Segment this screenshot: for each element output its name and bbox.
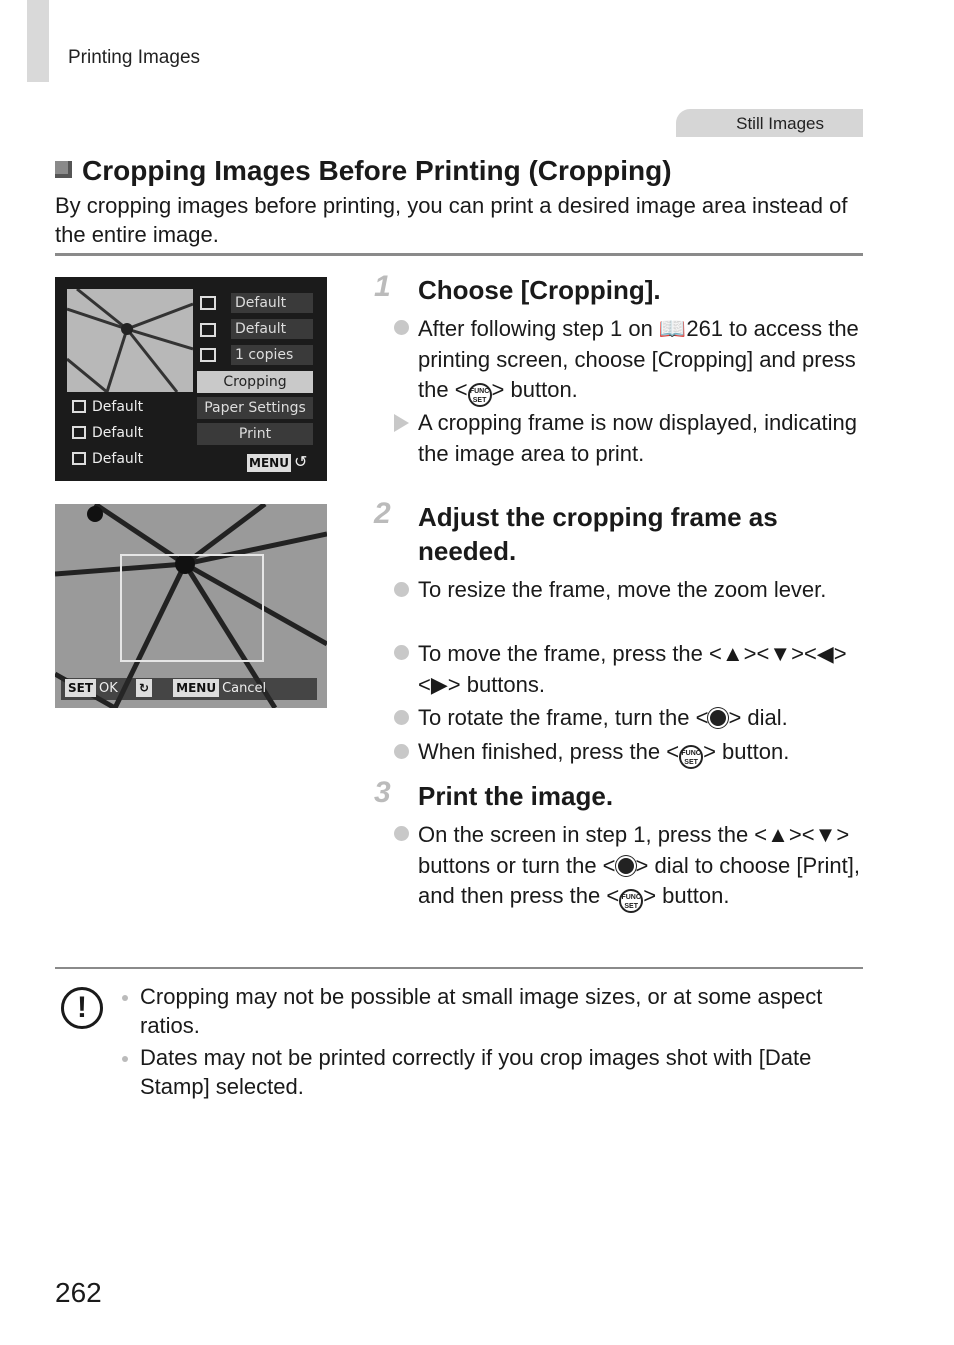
square-bullet-icon xyxy=(55,161,72,178)
step-bullet: On the screen in step 1, press the <▲><▼> buttons or turn the < > dial to choose [Print], and then press the < FUNC SET > button. xyxy=(418,820,863,913)
step-title: Adjust the cropping frame as needed. xyxy=(418,502,778,566)
playground-image xyxy=(67,289,193,392)
cropping-control-bar: SET OK ↻ MENU Cancel xyxy=(61,678,317,700)
bullet-icon xyxy=(394,826,409,841)
func-set-icon: FUNC SET xyxy=(468,383,492,407)
page-title: Cropping Images Before Printing (Cropping) xyxy=(82,155,672,186)
step-bullet: To resize the frame, move the zoom lever. xyxy=(418,577,827,602)
step-number: 2 xyxy=(374,497,391,530)
step-number: 1 xyxy=(374,270,391,303)
side-tab-marker xyxy=(27,0,49,82)
layout-setting: Default xyxy=(72,451,143,467)
func-set-icon: FUNC SET xyxy=(619,889,643,913)
result-arrow-icon xyxy=(394,414,409,432)
bullet-icon xyxy=(394,710,409,725)
caution-icon: ! xyxy=(61,987,103,1029)
image-icon xyxy=(200,323,216,337)
divider xyxy=(55,253,863,256)
copies-value: 1 copies xyxy=(231,345,313,365)
date-icon xyxy=(200,296,216,310)
step-title: Print the image. xyxy=(418,781,614,811)
bullet-icon xyxy=(394,320,409,335)
note-bullet-icon xyxy=(122,1056,128,1062)
menu-button-icon: MENU xyxy=(247,454,291,472)
note-item: Dates may not be printed correctly if you crop images shot with [Date Stamp] selected. xyxy=(140,1045,812,1099)
still-images-tab: Still Images xyxy=(676,109,863,137)
rotate-icon: ↻ xyxy=(136,679,152,697)
bullet-icon xyxy=(394,645,409,660)
control-dial-icon xyxy=(708,708,728,728)
step-bullet: After following step 1 on 📖261 to access the printing screen, choose [Cropping] and press the < FUNC SET > button. xyxy=(418,314,863,407)
copies-icon xyxy=(200,348,216,362)
divider xyxy=(55,967,863,969)
step-number: 3 xyxy=(374,776,391,809)
file-no-value: Default xyxy=(231,319,313,339)
control-dial-icon xyxy=(616,856,636,876)
bullet-icon xyxy=(394,744,409,759)
intro-text: By cropping images before printing, you can print a desired image area instead of the entire image. xyxy=(55,193,848,247)
note-bullet-icon xyxy=(122,995,128,1001)
func-set-icon: FUNC SET xyxy=(679,745,703,769)
photo-thumbnail xyxy=(67,289,193,392)
step-bullet: To move the frame, press the <▲><▼><◀><▶> buttons. xyxy=(418,641,847,697)
set-button-icon: SET xyxy=(65,679,96,697)
book-icon: 📖 xyxy=(658,316,687,341)
step-result: A cropping frame is now displayed, indicating the image area to print. xyxy=(418,410,858,466)
note-item: Cropping may not be possible at small image sizes, or at some aspect ratios. xyxy=(140,984,823,1038)
date-value: Default xyxy=(231,293,313,313)
page-number: 262 xyxy=(55,1277,102,1308)
camera-screen-print-menu xyxy=(55,277,327,481)
section-title-row xyxy=(55,155,672,187)
paper-settings-menu-item: Paper Settings xyxy=(197,397,313,419)
step-bullet: To rotate the frame, turn the < > dial. xyxy=(418,705,788,730)
bullet-icon xyxy=(394,582,409,597)
paper-type-setting: Default xyxy=(72,425,143,441)
section-header: Printing Images xyxy=(68,47,201,68)
step-bullet: When finished, press the < FUNC SET > button. xyxy=(418,737,863,769)
step-title: Choose [Cropping]. xyxy=(418,275,661,305)
cropping-menu-item: Cropping xyxy=(197,371,313,393)
camera-screen-cropping xyxy=(55,504,327,708)
cropping-frame xyxy=(120,554,264,662)
paper-size-setting: Default xyxy=(72,399,143,415)
back-arrow-icon: ↺ xyxy=(294,454,308,471)
menu-button-icon: MENU xyxy=(173,679,219,697)
print-menu-item: Print xyxy=(197,423,313,445)
